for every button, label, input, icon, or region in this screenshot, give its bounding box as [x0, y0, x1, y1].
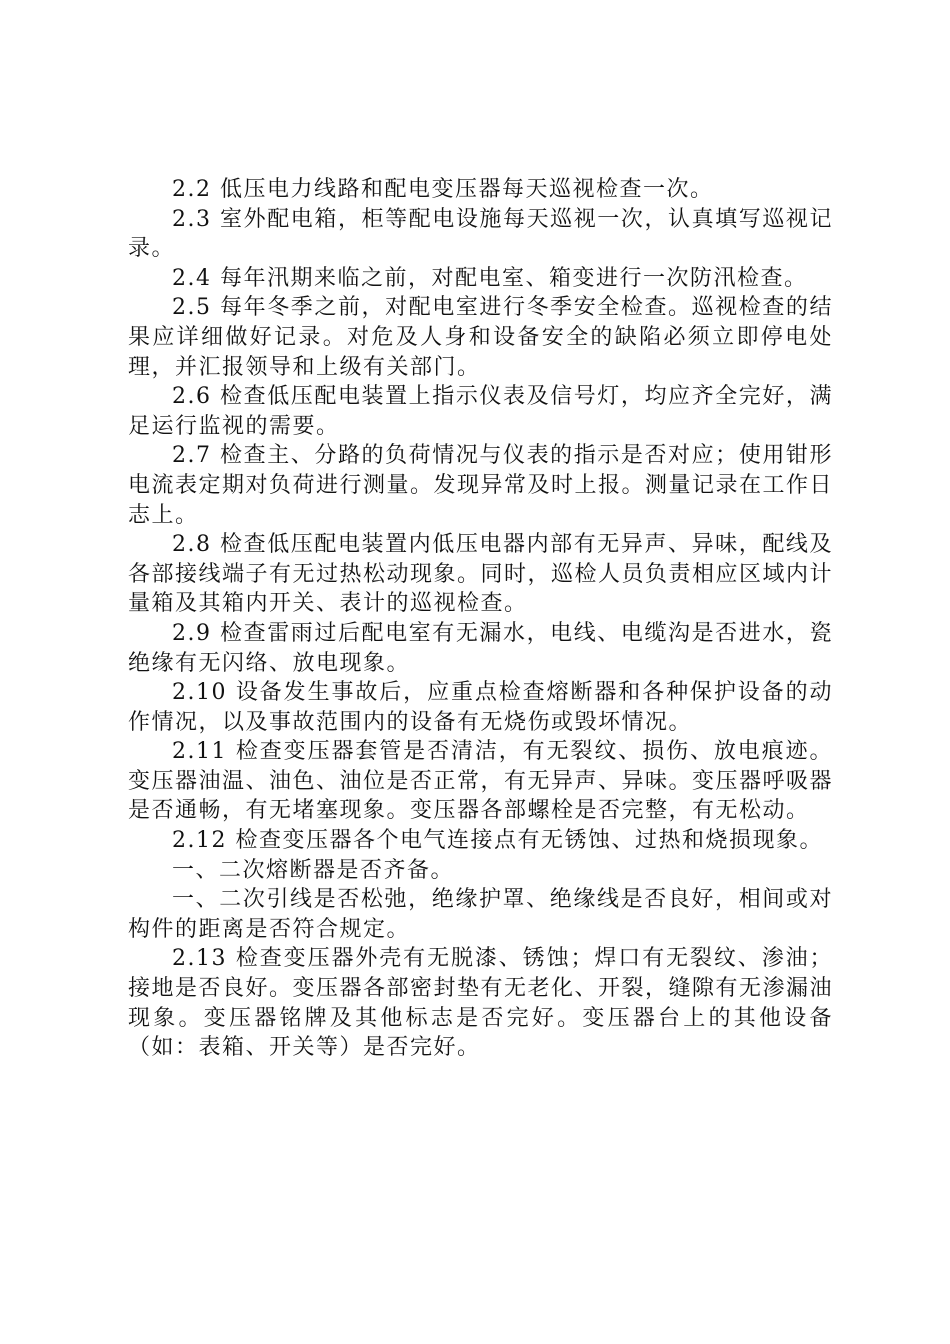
- paragraph-fuse-check: 一、二次熔断器是否齐备。: [172, 857, 455, 883]
- paragraph-2-10: 2.10 设备发生事故后，应重点检查熔断器和各种保护设备的动作情况，以及事故范围内的设备有无烧伤或毁坏情况。: [128, 680, 833, 735]
- paragraph-2-12: 2.12 检查变压器各个电气连接点有无锈蚀、过热和烧损现象。: [172, 828, 823, 854]
- paragraph-2-2: 2.2 低压电力线路和配电变压器每天巡视检查一次。: [172, 177, 714, 202]
- paragraph-2-13: 2.13 检查变压器外壳有无脱漆、锈蚀；焊口有无裂纹、渗油；接地是否良好。变压器各部密封垫有无老化、开裂，缝隙有无渗漏油现象。变压器铭牌及其他标志是否完好。变压器台上的其他设备（如：表箱、开关等）是否完好。: [128, 946, 834, 1061]
- paragraph-2-7: 2.7 检查主、分路的负荷情况与仪表的指示是否对应；使用钳形电流表定期对负荷进行测量。发现异常及时上报。测量记录在工作日志上。: [128, 443, 834, 528]
- paragraph-2-5: 2.5 每年冬季之前，对配电室进行冬季安全检查。巡视检查的结果应详细做好记录。对危及人身和设备安全的缺陷必须立即停电处理，并汇报领导和上级有关部门。: [128, 295, 833, 380]
- paragraph-2-6: 2.6 检查低压配电装置上指示仪表及信号灯，均应齐全完好，满足运行监视的需要。: [128, 384, 833, 439]
- paragraph-lead-check: 一、二次引线是否松弛，绝缘护罩、绝缘线是否良好，相间或对构件的距离是否符合规定。: [128, 887, 833, 942]
- paragraph-2-8: 2.8 检查低压配电装置内低压电器内部有无异声、异味，配线及各部接线端子有无过热松动现象。同时，巡检人员负责相应区域内计量箱及其箱内开关、表计的巡视检查。: [128, 532, 834, 617]
- paragraph-2-4: 2.4 每年汛期来临之前，对配电室、箱变进行一次防汛检查。: [172, 265, 808, 291]
- paragraph-2-9: 2.9 检查雷雨过后配电室有无漏水，电线、电缆沟是否进水，瓷绝缘有无闪络、放电现象。: [128, 620, 833, 676]
- paragraph-2-3: 2.3 室外配电箱，柜等配电设施每天巡视一次，认真填写巡视记录。: [128, 206, 833, 262]
- document-page: [128, 175, 833, 1063]
- paragraph-2-11: 2.11 检查变压器套管是否清洁，有无裂纹、损伤、放电痕迹。变压器油温、油色、油位是否正常，有无异声、异味。变压器呼吸器是否通畅，有无堵塞现象。变压器各部螺栓是否完整，有无松动。: [128, 739, 834, 824]
